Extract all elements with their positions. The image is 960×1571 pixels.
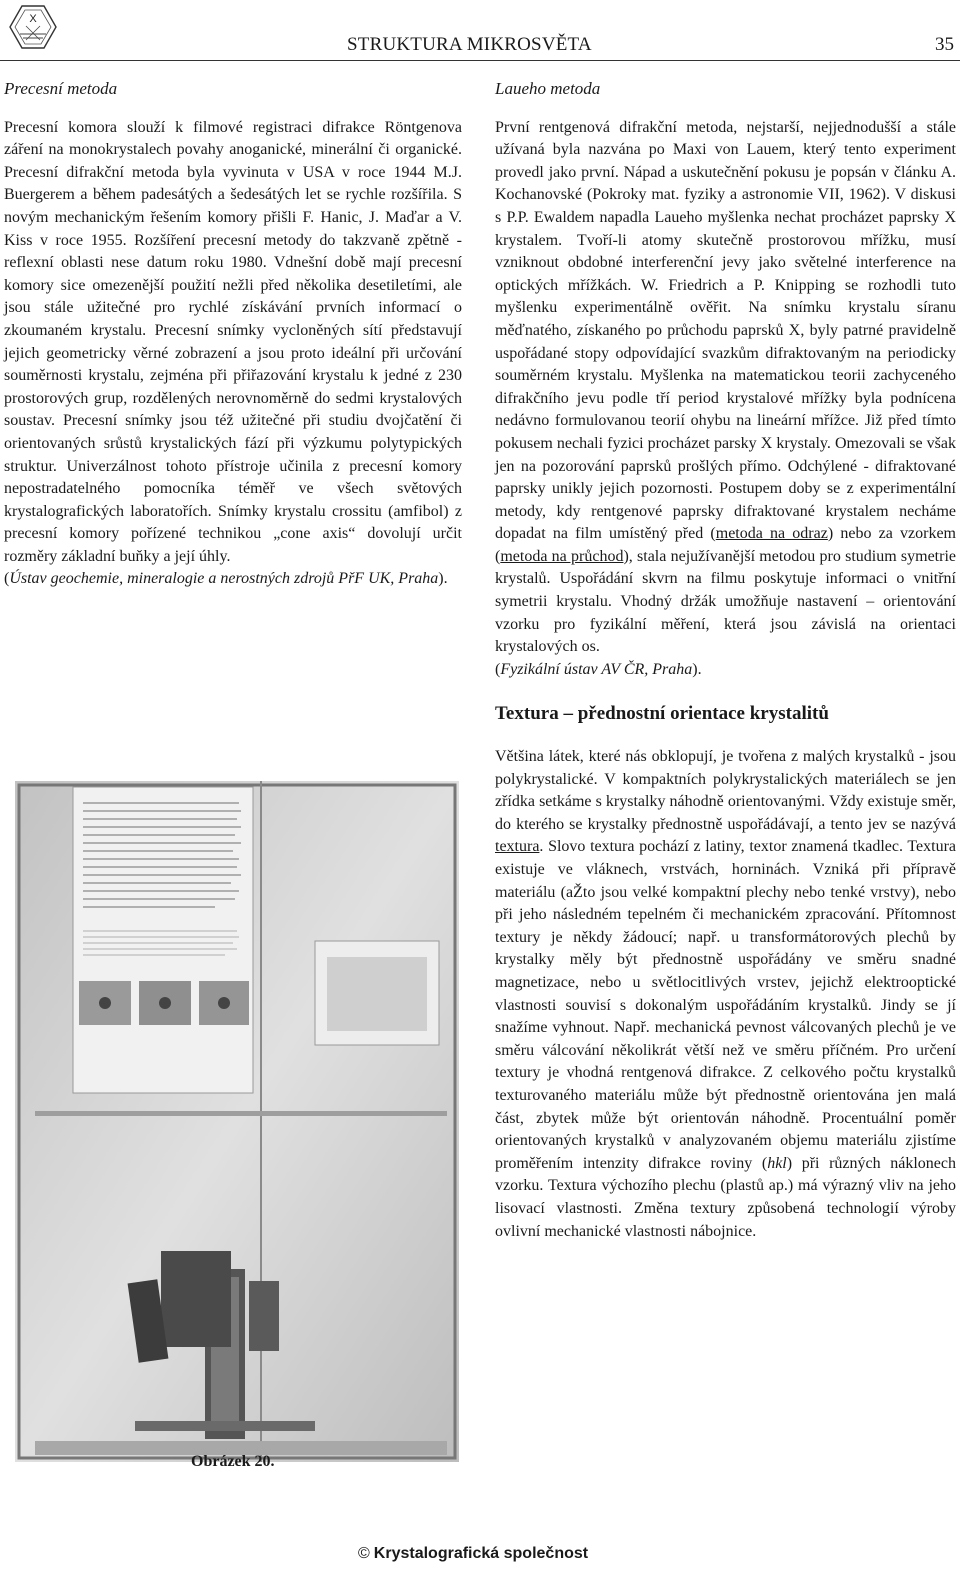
crystallography-society-logo-icon [8, 4, 58, 50]
laue-text-2: ) nebo za vzorkem ( [495, 525, 956, 565]
footer-org: Krystalografická společnost [373, 1545, 589, 1562]
laue-source: (Fyzikální ústav AV ČR, Praha). [495, 660, 702, 678]
reflection-method-link: metoda na odraz [715, 525, 828, 543]
texture-text-3: ) při různých náklonech vzorku. Textura výchozího plechu (plastů ap.) má výrazný vliv na jeho lisovací vlastnosti. Změna textury způsobená technologií výroby ovlivní mechanické vlastnosti nábojnice. [495, 1154, 956, 1240]
texture-term: textura [495, 838, 540, 856]
exhibit-photo-drawing [15, 781, 459, 1462]
exhibit-photo [15, 781, 459, 1462]
laue-heading: Laueho metoda [495, 79, 601, 98]
running-title: STRUKTURA MIKROSVĚTA [347, 34, 592, 55]
precession-source: (Ústav geochemie, mineralogie a nerostných zdrojů PřF UK, Praha). [4, 570, 448, 588]
laue-text-1: První rentgenová difrakční metoda, nejstarší, nejjednodušší a stále užívaná byla nazvána po Maxi von Lauem, který tento experiment provedl jako první. Nápad a uskutečnění pokusu je popsán v článku A. Kochanovské (Pokroky mat. fyziky a astronomie VII, 1962). V diskusi s P.P. Ewaldem napadla Laueho myšlenka nechat procházet paprsky X krystalem. Tvoří-li atomy skutečně prostorovou mřížku, musí vzniknout obdobné interferenční jevy jako světelné interference na optických mřížkách. W. Friedrich a P. Knipping se rozhodli tuto myšlenku experimentálně ověřit. Na snímku krystalu síranu měďnatého, získaného po průchodu paprsků X, byly patrné pravidelně uspořádané stopy odpovídající svazkům difraktovaným na periodicky souměrném krystalu. Myšlenka na matematickou teorii zachyceného difrakčního jevu podle tří period krystalové mřížky byla podnícena nedávno formulovanou teorií ohybu na lineární mřížce. Již před tímto pokusem nechali fyzici procházet parsky X krystaly. Omezovali se však jen na pozorování paprsků prošlých přímo. Odchýlené - difraktované paprsky unikly jejich pozornosti. Postupem doby se z experimentální metody, kdy rentgenové paprsky difraktované krystalem necháme dopadat na film umístěný před ( [495, 118, 956, 543]
texture-paragraph [495, 746, 956, 1243]
hkl-term: hkl [767, 1154, 787, 1172]
page-number: 35 [935, 34, 954, 55]
texture-text-1: Většina látek, které nás obklopují, je tvořena z malých krystalků - jsou polykrystalické. V kompaktních polykrystalických materiálech se jen zřídka setkáme s krystalky náhodně orientovanými. Vždy existuje směr, do kterého se krystalky přednostně uspořádávají, a tento jev se nazývá [495, 748, 956, 833]
transmission-method-link: metoda na průchod [500, 547, 624, 565]
precession-paragraph: Precesní komora slouží k filmové registraci difrakce Röntgenova záření na monokrystalech povahy anoganické, minerální či organické. Precesní difrakční metoda byla vyvinuta v USA v roce 1944 M.J. Buergerem a během padesátých a šedesátých let se rychle rozšířila. S novým mechanickým řešením komory přišli F. Hanic, J. Maďar a V. Kiss v roce 1955. Rozšíření precesní metody do takzvaně zpětně - reflexní oblasti nese datum roku 1980. Vdnešní době mají precesní komory sice omezenější použití nežli před několika desetiletími, ale jsou stále užitečné pro rychlé získávání prvních informací o zkoumaném krystalu. Precesní snímky vycloněných sítí představují jejich geometricky věrné zobrazení a jsou proto ideální při určování souměrnosti krystalu, zejména při přiřazování krystalu k jedné z 230 prostorových grup, rozdělených nerovnoměrně do sedmi krystalových soustav. Precesní snímky jsou též užitečné při studiu dvojčatění či orientovaných srůstů krystalických fází při výzkumu polytypických struktur. Univerzálnost tohoto přístroje učinila z precesní komory nepostradatelného pomocníka téměř ve všech světových krystalografických laboratořích. Snímky krystalu crossitu (amfibol) z precesní komory pořízené technikou „cone axis“ dovolují určit rozměry základní buňky a její úhly. [4, 118, 462, 565]
laue-text-3: ), stala nejužívanější metodou pro studium symetrie krystalů. Uspořádání skvrn na filmu poskytuje informaci o vnitřní symetrii krystalu. Vhodný držák umožňuje nastavení – orientování vzorku pro fyzikální měření, která jsou závislá na orientaci krystalových os. [495, 547, 956, 656]
header-divider [0, 60, 960, 61]
copyright-icon: © [358, 1545, 370, 1562]
laue-paragraph [495, 117, 956, 659]
precession-heading: Precesní metoda [4, 79, 118, 98]
precession-source-text: Ústav geochemie, mineralogie a nerostných zdrojů PřF UK, Praha [9, 570, 439, 588]
left-column [4, 78, 462, 591]
figure-caption: Obrázek 20. [191, 1453, 275, 1470]
texture-text-2: . Slovo textura pochází z latiny, textor znamená tkadlec. Textura existuje ve vláknech, vrstvách, horninách. Vzniká při přípravě materiálu (aŽto jsou velké kompaktní plechy nebo tenké vrstvy), nebo při jeho následném tepelném či mechanickém zpracování. Přítomnost textury je někdy žádoucí; např. u transformátorových plechů by krystalky měly být přednostně uspořádány ve směru snadné magnetizace, nebo u světlocitlivých vrstev, jejichž elektrooptické vlastnosti souvisí s dokonalým uspořádáním krystalků. Jindy se jí snažíme vyhnout. Např. mechanická pevnost válcovaných plechů je ve směru válcování několikrát větší než ve směru příčném. Pro určení textury je vhodná rentgenová difrakce. Z celkového počtu krystalků texturovaného materiálu může být přednostně orientována jen malá část, zbytek může být orientován náhodně. Procentuální poměr orientovaných krystalků v analyzovaném objemu materiálu zjistíme proměřením intenzity difrakce roviny ( [495, 838, 956, 1172]
footer [358, 1545, 588, 1563]
texture-heading: Textura – přednostní orientace krystalitů [495, 703, 829, 725]
svg-text:X: X [29, 13, 37, 25]
laue-source-text: Fyzikální ústav AV ČR, Praha [500, 660, 693, 678]
right-column [495, 78, 956, 1243]
